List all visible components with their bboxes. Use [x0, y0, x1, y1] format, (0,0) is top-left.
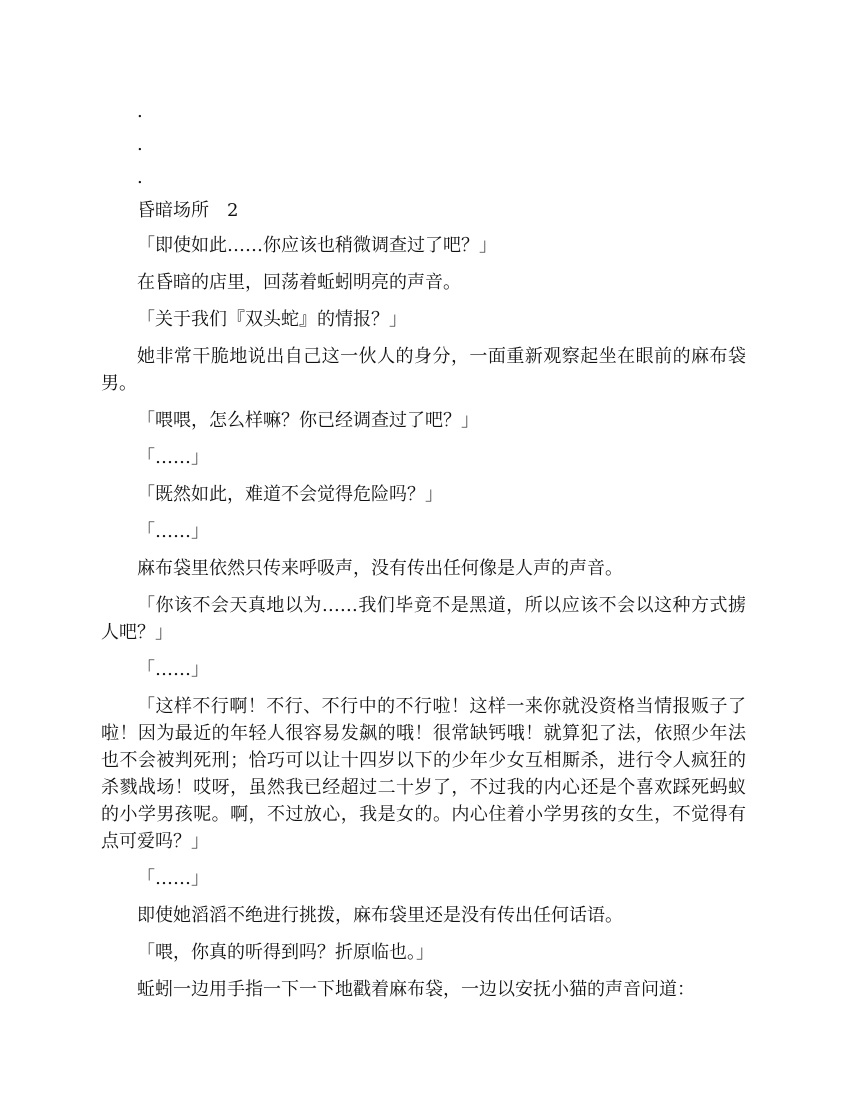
paragraph: 即使她滔滔不绝进行挑拨，麻布袋里还是没有传出任何话语。 — [137, 905, 623, 926]
paragraph: 她非常干脆地说出自己这一伙人的身分，一面重新观察起坐在眼前的麻布袋男。 — [101, 346, 746, 394]
paragraph: 蚯蚓一边用手指一下一下地戳着麻布袋，一边以安抚小猫的声音问道： — [137, 979, 695, 1000]
paragraph: 在昏暗的店里，回荡着蚯蚓明亮的声音。 — [137, 272, 461, 293]
paragraph: 「喂，你真的听得到吗？折原临也。」 — [137, 942, 434, 963]
paragraph: 「既然如此，难道不会觉得危险吗？」 — [137, 484, 443, 505]
paragraph: 「……」 — [137, 447, 209, 468]
ellipsis-dot: . — [137, 134, 143, 155]
ellipsis-dot: . — [137, 101, 143, 122]
paragraph: 「……」 — [137, 659, 209, 680]
paragraph: 麻布袋里依然只传来呼吸声，没有传出任何像是人声的声音。 — [137, 558, 623, 579]
paragraph: 「关于我们『双头蛇』的情报？」 — [137, 309, 407, 330]
paragraph: 「……」 — [137, 868, 209, 889]
paragraph: 「你该不会天真地以为……我们毕竟不是黑道，所以应该不会以这种方式掳人吧？」 — [101, 595, 746, 643]
paragraph: 「这样不行啊！不行、不行中的不行啦！这样一来你就没资格当情报贩子了啦！因为最近的年轻人很容易发飙的哦！很常缺钙哦！就算犯了法，依照少年法也不会被判死刑；恰巧可以让十四岁以下的少年少女互相厮杀，进行令人疯狂的杀戮战场！哎呀，虽然我已经超过二十岁了，不过我的内心还是个喜欢踩死蚂蚁的小学男孩呢。啊，不过放心，我是女的。内心住着小学男孩的女生，不觉得有点可爱吗？」 — [101, 696, 746, 852]
paragraph: 「喂喂，怎么样嘛？你已经调查过了吧？」 — [137, 410, 479, 431]
document-page — [101, 98, 746, 1013]
paragraph: 「即使如此……你应该也稍微调查过了吧？」 — [137, 235, 497, 256]
ellipsis-dot: . — [137, 167, 143, 188]
section-heading: 昏暗场所 2 — [137, 200, 239, 221]
paragraph: 「……」 — [137, 521, 209, 542]
